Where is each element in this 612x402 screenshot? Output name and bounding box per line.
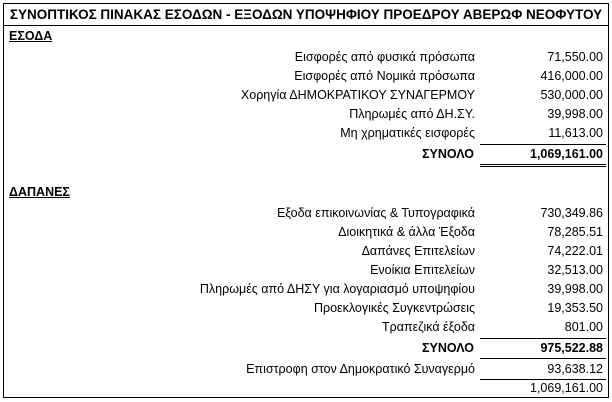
expense-row-value: 32,513.00 [547, 263, 603, 277]
expense-row [4, 223, 608, 241]
income-total-rule [480, 164, 606, 165]
summary-sheet [3, 3, 609, 398]
expense-row-label: Ενοίκια Επιτελείων [370, 263, 475, 277]
expense-row-label: Δαπάνες Επιτελείων [361, 244, 475, 258]
expense-total-value: 975,522.88 [540, 341, 603, 355]
income-total-label: ΣΥΝΟΛΟ [422, 147, 474, 161]
income-row [4, 48, 608, 66]
income-total-value: 1,069,161.00 [530, 147, 603, 161]
grand-total-row [4, 379, 608, 397]
refund-label: Επιστροφη στον Δημοκρατικό Συναγερμό [246, 362, 475, 376]
income-total-row [4, 145, 608, 163]
income-row-value: 11,613.00 [548, 126, 603, 140]
income-row-label: Πληρωμές από ΔΗ.ΣΥ. [349, 107, 475, 121]
expense-row [4, 242, 608, 260]
expense-row-value: 19,353.50 [547, 301, 603, 315]
income-row-value: 39,998.00 [547, 107, 603, 121]
income-row [4, 124, 608, 142]
income-row-value: 71,550.00 [547, 50, 603, 64]
expense-total-rule [480, 358, 606, 359]
expense-row-value: 730,349.86 [540, 206, 603, 220]
grand-total-value: 1,069,161.00 [530, 381, 603, 395]
expense-row-value: 39,998.00 [547, 282, 603, 296]
expense-row-label: Προεκλογικές Συγκεντρώσεις [313, 301, 475, 315]
income-heading: ΕΣΟΔΑ [9, 29, 53, 43]
expense-row [4, 261, 608, 279]
expense-total-row [4, 339, 608, 357]
income-row-label: Εισφορές από φυσικά πρόσωπα [294, 50, 475, 64]
expense-row-value: 78,285.51 [547, 225, 603, 239]
expense-row-label: Πληρωμές από ΔΗΣΥ για λογαριασμό υποψηφίου [199, 282, 475, 296]
expense-row [4, 299, 608, 317]
expense-total-label: ΣΥΝΟΛΟ [422, 341, 474, 355]
refund-value: 93,638.12 [547, 362, 603, 376]
expense-row-value: 74,222.01 [547, 244, 603, 258]
expense-row-value: 801.00 [564, 320, 603, 334]
income-row [4, 105, 608, 123]
expense-row [4, 280, 608, 298]
refund-row [4, 360, 608, 378]
expense-row-label: Εξοδα επικοινωνίας & Τυπογραφικά [277, 206, 475, 220]
income-row [4, 86, 608, 104]
expense-row-label: Διοικητικά & άλλα Έξοδα [338, 225, 475, 239]
expenses-heading: ΔΑΠΑΝΕΣ [9, 185, 70, 199]
income-row-value: 416,000.00 [540, 69, 603, 83]
income-row-label: Εισφορές από Νομικά πρόσωπα [294, 69, 475, 83]
income-row-label: Χορηγία ΔΗΜΟΚΡΑΤΙΚΟΥ ΣΥΝΑΓΕΡΜΟΥ [240, 88, 475, 102]
expense-row-label: Τραπεζικά έξοδα [382, 320, 475, 334]
income-row-value: 530,000.00 [540, 88, 603, 102]
income-total-double-rule [480, 166, 606, 167]
sheet-title: ΣΥΝΟΠΤΙΚΟΣ ΠΙΝΑΚΑΣ ΕΣΟΔΩΝ - ΕΞΟΔΩΝ ΥΠΟΨΗΦΙΟΥ ΠΡΟΕΔΡΟΥ ΑΒΕΡΩΦ ΝΕΟΦΥΤΟΥ [4, 4, 608, 26]
expense-row [4, 318, 608, 336]
income-row-label: Μη χρηματικές εισφορές [340, 126, 475, 140]
expense-row [4, 204, 608, 222]
income-row [4, 67, 608, 85]
